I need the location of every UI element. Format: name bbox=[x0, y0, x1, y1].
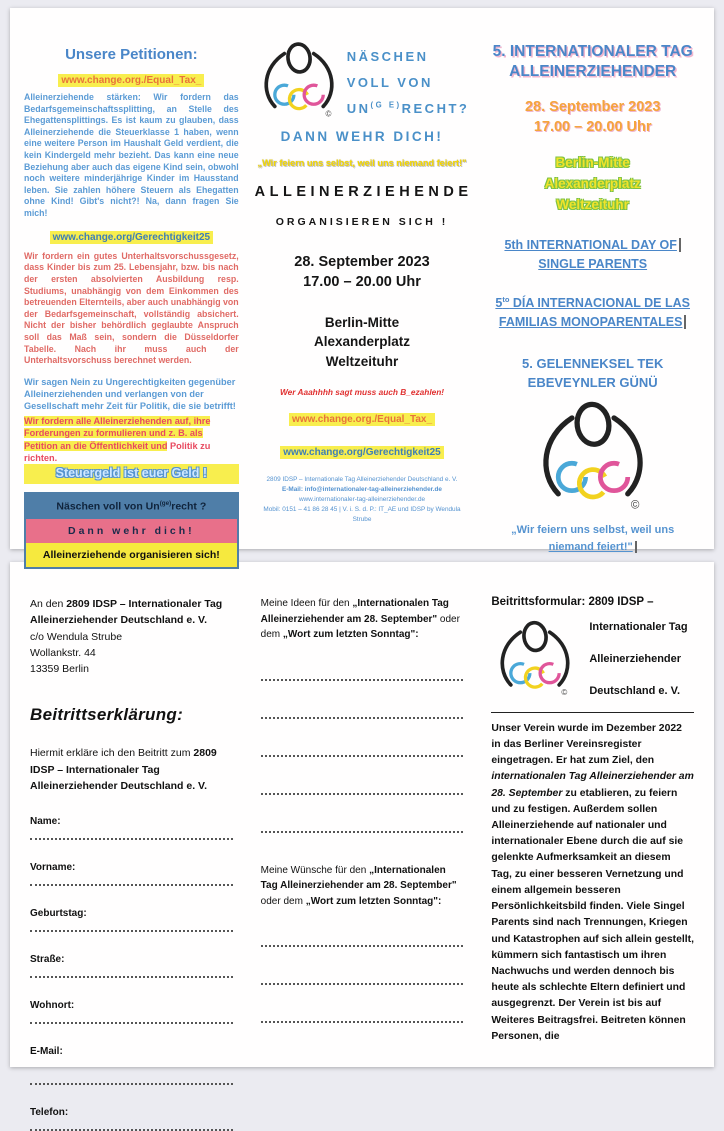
contact-block: 2809 IDSP – Internationale Tag Alleinerziehender Deutschland e. V. E-Mail: info@internationaler-tag-alleinerziehender.de www.internationaler-tag-alleinerziehender.de Mobil: 0151 – 41 86 28 45 | V. i. S. d. P.: IT_AE und IDSP by Wendula Strube bbox=[255, 475, 470, 525]
geburtstag-input-line[interactable] bbox=[30, 930, 233, 932]
wehr-dich-line: DANN WEHR DICH! bbox=[280, 129, 444, 144]
email-field[interactable]: E-Mail: bbox=[30, 1041, 233, 1085]
recipient-address: An den 2809 IDSP – Internationaler Tag Alleinerziehender Deutschland e. V. c/o Wendula Strube Wollankstr. 44 13359 Berlin bbox=[30, 598, 223, 676]
wuensche-heading: Meine Wünsche für den „Internationalen Tag Alleinerziehender am 28. September" oder dem „Wort zum letzten Sonntag": bbox=[260, 864, 457, 907]
email-input-line[interactable] bbox=[30, 1083, 233, 1085]
wuensche-line[interactable] bbox=[261, 945, 464, 947]
vorname-field[interactable]: Vorname: bbox=[30, 857, 233, 886]
beitrittserklaerung-heading: Beitrittserklärung: bbox=[30, 705, 184, 725]
unterhalt-paragraph: Wir fordern ein gutes Unterhaltsvorschussgesetz, dass Kinder bis zum 25. Lebensjahr, bzw. bis nach der ersten absolvierten Ausbildung resp. Studiums, unabhängig von dem Einkommen des betreuenden Elternteils, aber auch unabhängig von der Bedarfsgemeinschaft, vollständig absichert. Nicht der bisher behördlich geglaubte Anspruch soll das Maß sein, sondern die Düsseldorfer Tabelle. Nach ihr muss auch der Unterhaltsvorschuss berechnet werden. bbox=[24, 250, 239, 366]
turkish-title: 5. GELENNEKSEL TEK EBEVEYNLER GÜNÜ bbox=[522, 356, 664, 391]
ideen-line[interactable] bbox=[261, 793, 464, 795]
title-date: 28. September 2023 17.00 – 20.00 Uhr bbox=[524, 99, 661, 135]
wuensche-line[interactable] bbox=[261, 983, 464, 985]
naeschen-tagline: NÄSCHEN VOLL VON $UN^{(G E)}RECHT$? bbox=[346, 49, 470, 116]
ideen-column bbox=[261, 596, 464, 1059]
title-column bbox=[485, 34, 700, 554]
telefon-field[interactable]: Telefon: bbox=[30, 1102, 233, 1131]
name-input-line[interactable] bbox=[30, 838, 233, 840]
wuensche-line[interactable] bbox=[261, 1021, 464, 1023]
ideen-line[interactable] bbox=[261, 755, 464, 757]
feiern-quote-blue: „Wir feiern uns selbst, weil uns niemand feiert!" bbox=[511, 524, 675, 554]
gerechtigkeit-link[interactable]: www.change.org/Gerechtigkeit25 bbox=[24, 232, 239, 243]
equal-tax-link[interactable]: www.change.org./Equal_Tax_ bbox=[24, 75, 239, 86]
naeschen-box: Näschen voll von $Un^{(ge)}recht$ ? bbox=[26, 494, 237, 519]
ideen-line[interactable] bbox=[261, 831, 464, 833]
event-date: 28. September 2023 17.00 – 20.00 Uhr bbox=[294, 254, 430, 291]
name-field[interactable]: Name: bbox=[30, 811, 233, 840]
single-parent-logo-icon bbox=[255, 34, 343, 129]
gerechtigkeit-link-middle[interactable]: www.change.org/Gerechtigkeit25 bbox=[255, 442, 470, 463]
strasse-input-line[interactable] bbox=[30, 976, 233, 978]
petitions-column bbox=[24, 34, 239, 561]
bezahlen-joke: Wer Aaahhhh sagt muss auch B_ezahlen! bbox=[279, 387, 445, 398]
fordern-paragraph: Wir fordern alle Alleinerziehenden auf, ihre Forderungen zu formulieren und z. B. als Petition an die Öffentlichkeit und Politik zu richten. bbox=[24, 415, 211, 463]
wohnort-field[interactable]: Wohnort: bbox=[30, 995, 233, 1024]
flyer-front-page bbox=[10, 8, 714, 561]
svg-text:©: © bbox=[561, 687, 568, 697]
feiern-quote-yellow: „Wir feiern uns selbst, weil uns niemand feiert!" bbox=[257, 158, 467, 168]
contact-website[interactable]: www.internationaler-tag-alleinerziehender.de bbox=[298, 496, 426, 504]
single-parent-logo-icon bbox=[491, 619, 579, 701]
svg-text:©: © bbox=[630, 499, 640, 512]
ideen-line[interactable] bbox=[261, 717, 464, 719]
beitritt-column bbox=[30, 596, 233, 1119]
wehr-dich-box: Dann wehr dich! bbox=[26, 519, 237, 543]
svg-text:©: © bbox=[325, 109, 332, 119]
contact-email[interactable]: E-Mail: info@internationaler-tag-alleinerziehender.de bbox=[282, 486, 442, 494]
slogan-boxes bbox=[24, 492, 239, 569]
beitritt-intro: Hiermit erkläre ich den Beitritt zum 2809 IDSP – Internationaler Tag Alleinerziehender Deutschland e. V. bbox=[30, 747, 217, 792]
beitrittsformular-title: Beitrittsformular: 2809 IDSP – bbox=[491, 596, 654, 608]
event-column bbox=[254, 34, 473, 541]
ideen-heading: Meine Ideen für den „Internationalen Tag Alleinerziehender am 28. September" oder dem „Wort zum letzten Sonntag": bbox=[260, 598, 460, 640]
english-title: 5th INTERNATIONAL DAY OF SINGLE PARENTS bbox=[485, 236, 700, 274]
equal-tax-link-middle[interactable]: www.change.org./Equal_Tax_ bbox=[255, 409, 470, 430]
org-name-lines: Internationaler Tag Alleinerziehender Deutschland e. V. bbox=[589, 621, 688, 697]
alleinerziehende-title: ALLEINERZIEHENDE bbox=[254, 184, 473, 200]
nein-paragraph: Wir sagen Nein zu Ungerechtigkeiten gegenüber Alleinerziehenden und verlangen von der Gesellschaft mehr Zeit für Politik, die sie betrifft! bbox=[24, 376, 236, 411]
divider bbox=[491, 712, 694, 713]
organisieren-subtitle: ORGANISIEREN SICH ! bbox=[275, 216, 449, 228]
organisieren-box: Alleinerziehende organisieren sich! bbox=[26, 543, 237, 567]
staerken-paragraph: Alleinerziehende stärken: Wir fordern das Bedarfsgemeinschaftssplitting, an Stelle des Ehegattensplittings. Es ist kaum zu glauben, dass Alleinerziehende die Steuerklasse 1 haben, wenn eine weitere Person im Haushalt Geld verdient, die kein Kindergeld mehr bezieht. Das kann eine neue Beziehung aber auch das eigene Kind sein, obwohl noch weitere minderjährige Kinder im Hausstand leben. Sie zahlen höhere Steuern als Ehegatten ohne Kind! Gibt's nicht?! Na, dann fragen Sie mich! bbox=[24, 92, 239, 219]
title-location: Berlin-Mitte Alexanderplatz Weltzeituhr bbox=[544, 155, 641, 213]
vorname-input-line[interactable] bbox=[30, 884, 233, 886]
geburtstag-field[interactable]: Geburtstag: bbox=[30, 903, 233, 932]
single-parent-logo-icon bbox=[529, 399, 657, 517]
verein-column bbox=[491, 596, 694, 1059]
main-title: 5. INTERNATIONALER TAG ALLEINERZIEHENDER bbox=[492, 43, 693, 81]
spanish-title: $5^{to}$ DÍA INTERNACIONAL DE LAS FAMILIAS MONOPARENTALES bbox=[495, 294, 690, 329]
membership-form-page bbox=[10, 562, 714, 1119]
verein-description: Unser Verein wurde im Dezember 2022 in das Berliner Vereinsregister eingetragen. Er hat zum Ziel, den internationalen Tag Alleinerziehender am 28. September zu etablieren, zu feiern und zu festigen. Außerdem sollen Alleinerziehende auf nationaler und internationaler Ebene durch die auf sie gelenkte Aufmerksamkeit an diesem Tag, zu einer besseren Vernetzung und einem allgemein besseren Persönlichkeitsbild finden. Viele Singel Parents sind nach Trennungen, Kriegen und Katastrophen auf sich allein gestellt, kümmern sich fantastisch um ihren Nachwuchs und werden dennoch bis heute als schlechte Eltern definiert und ausgegrenzt. Der Verein ist bis auf Weiteres Beitragsfrei. Beitreten können Personen, die bbox=[491, 722, 694, 1042]
steuergeld-slogan: Steuergeld ist euer Geld ! bbox=[24, 464, 239, 484]
event-location: Berlin-Mitte Alexanderplatz Weltzeituhr bbox=[313, 314, 411, 369]
ideen-line[interactable] bbox=[261, 679, 464, 681]
petitions-heading: Unsere Petitionen: bbox=[65, 46, 198, 63]
strasse-field[interactable]: Straße: bbox=[30, 949, 233, 978]
